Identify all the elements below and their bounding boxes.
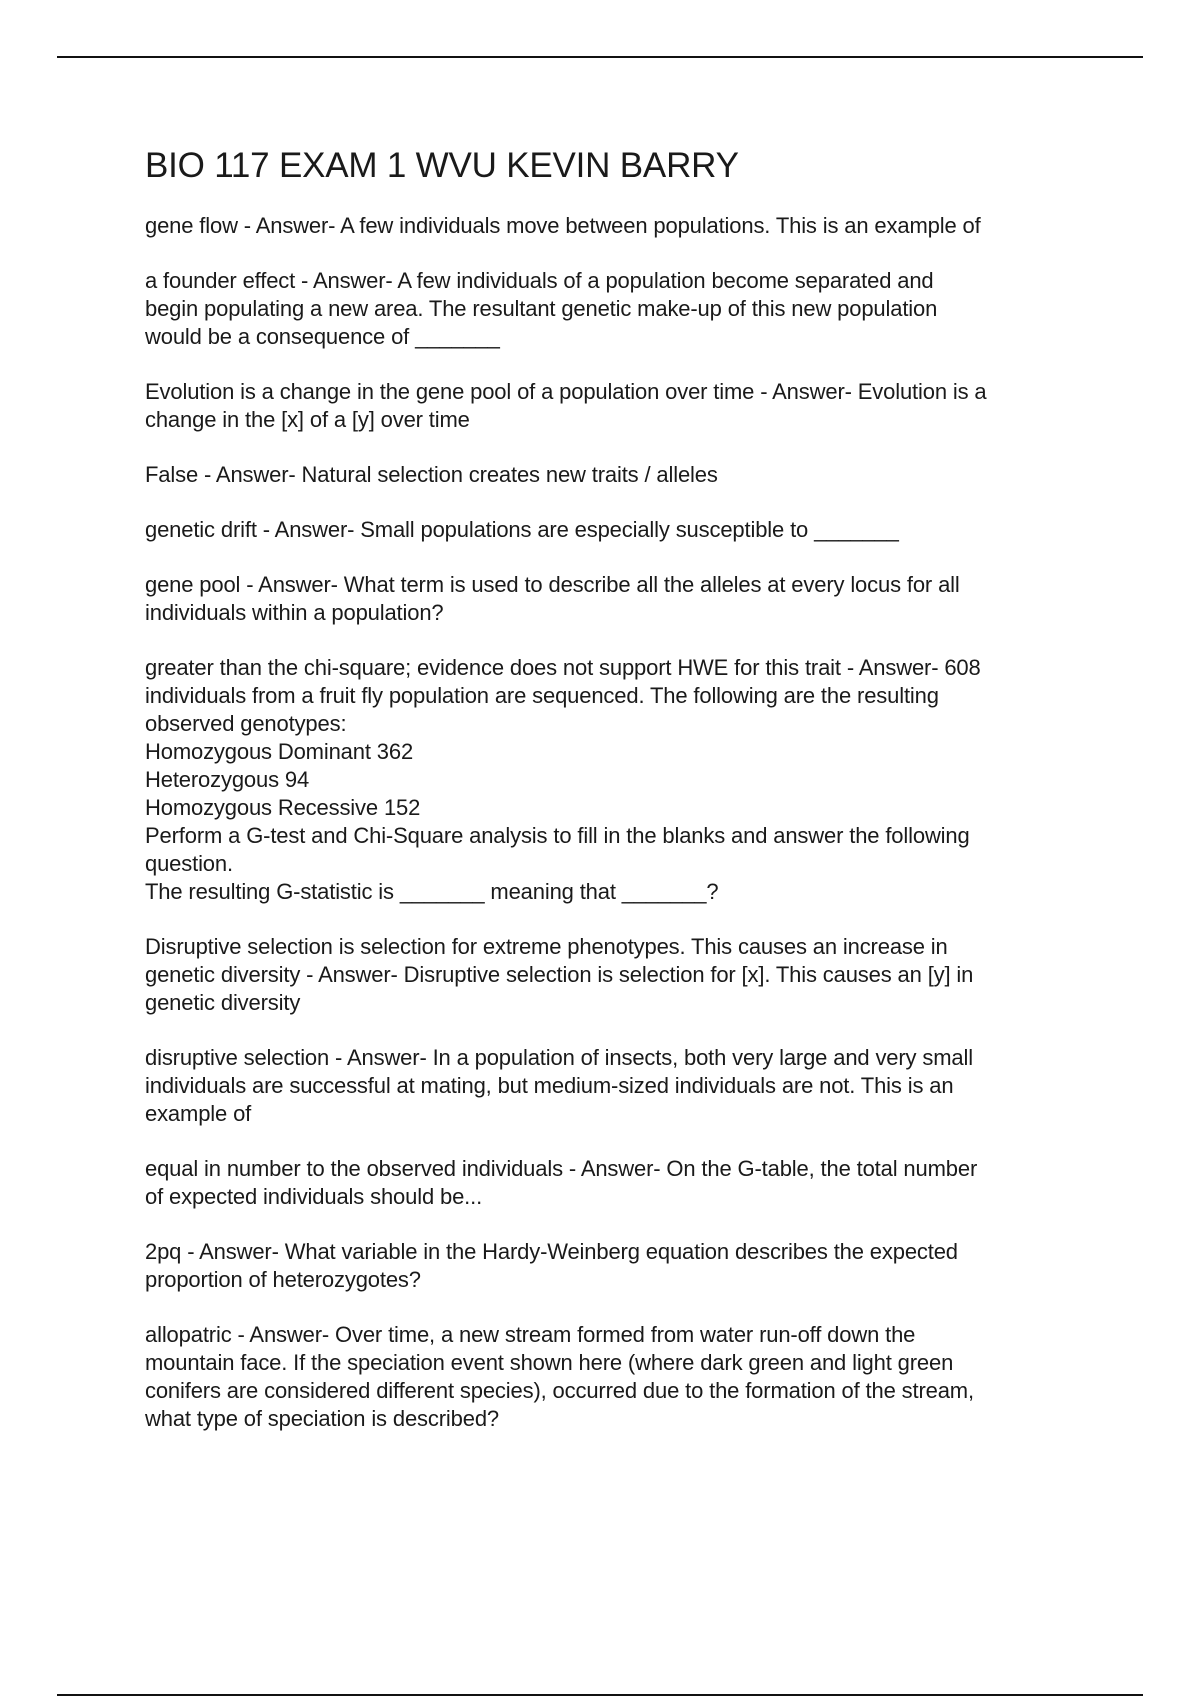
qa-item xyxy=(145,516,1095,544)
qa-item xyxy=(145,1238,1095,1294)
qa-text-line: Heterozygous 94 xyxy=(145,767,310,792)
qa-text-line: disruptive selection - Answer- In a population of insects, both very large and very small xyxy=(145,1045,973,1070)
qa-text-line: Evolution is a change in the gene pool of a population over time - Answer- Evolution is a xyxy=(145,379,987,404)
qa-text-line: genetic diversity xyxy=(145,990,301,1015)
qa-text-line: of expected individuals should be... xyxy=(145,1184,483,1209)
qa-list xyxy=(145,212,1095,1433)
qa-item xyxy=(145,461,1095,489)
qa-text-line: allopatric - Answer- Over time, a new stream formed from water run-off down the xyxy=(145,1322,916,1347)
qa-text-line: Perform a G-test and Chi-Square analysis to fill in the blanks and answer the following xyxy=(145,823,970,848)
qa-item xyxy=(145,378,1095,434)
qa-text-line: begin populating a new area. The resultant genetic make-up of this new population xyxy=(145,296,938,321)
qa-item xyxy=(145,1044,1095,1128)
qa-text-line: greater than the chi-square; evidence does not support HWE for this trait - Answer- 608 xyxy=(145,655,981,680)
qa-item xyxy=(145,571,1095,627)
qa-text-line: individuals within a population? xyxy=(145,600,444,625)
qa-text-line: 2pq - Answer- What variable in the Hardy-Weinberg equation describes the expected xyxy=(145,1239,958,1264)
qa-item xyxy=(145,267,1095,351)
qa-text-line: proportion of heterozygotes? xyxy=(145,1267,421,1292)
qa-text-line: Disruptive selection is selection for extreme phenotypes. This causes an increase in xyxy=(145,934,948,959)
qa-item xyxy=(145,212,1095,240)
qa-text-line: The resulting G-statistic is _______ meaning that _______? xyxy=(145,879,719,904)
qa-text-line: equal in number to the observed individuals - Answer- On the G-table, the total number xyxy=(145,1156,978,1181)
page-title: BIO 117 EXAM 1 WVU KEVIN BARRY xyxy=(145,146,739,185)
document-body xyxy=(145,142,1095,1460)
qa-text-line: change in the [x] of a [y] over time xyxy=(145,407,470,432)
qa-item xyxy=(145,933,1095,1017)
qa-text-line: conifers are considered different species), occurred due to the formation of the stream, xyxy=(145,1378,974,1403)
qa-text-line: Homozygous Dominant 362 xyxy=(145,739,414,764)
qa-text-line: genetic drift - Answer- Small populations are especially susceptible to _______ xyxy=(145,517,899,542)
qa-text-line: observed genotypes: xyxy=(145,711,347,736)
qa-text-line: what type of speciation is described? xyxy=(145,1406,499,1431)
qa-text-line: example of xyxy=(145,1101,252,1126)
qa-text-line: would be a consequence of _______ xyxy=(145,324,500,349)
qa-text-line: individuals from a fruit fly population are sequenced. The following are the resulting xyxy=(145,683,939,708)
qa-text-line: gene flow - Answer- A few individuals move between populations. This is an example of xyxy=(145,213,981,238)
qa-text-line: individuals are successful at mating, but medium-sized individuals are not. This is an xyxy=(145,1073,954,1098)
qa-text-line: gene pool - Answer- What term is used to describe all the alleles at every locus for all xyxy=(145,572,960,597)
bottom-divider xyxy=(57,1694,1143,1696)
qa-text-line: a founder effect - Answer- A few individuals of a population become separated and xyxy=(145,268,934,293)
qa-text-line: genetic diversity - Answer- Disruptive selection is selection for [x]. This causes an [y] in xyxy=(145,962,974,987)
qa-text-line: mountain face. If the speciation event shown here (where dark green and light green xyxy=(145,1350,954,1375)
qa-item xyxy=(145,654,1095,906)
qa-text-line: Homozygous Recessive 152 xyxy=(145,795,421,820)
top-divider xyxy=(57,56,1143,58)
qa-item xyxy=(145,1321,1095,1433)
qa-item xyxy=(145,1155,1095,1211)
qa-text-line: False - Answer- Natural selection creates new traits / alleles xyxy=(145,462,718,487)
qa-text-line: question. xyxy=(145,851,233,876)
